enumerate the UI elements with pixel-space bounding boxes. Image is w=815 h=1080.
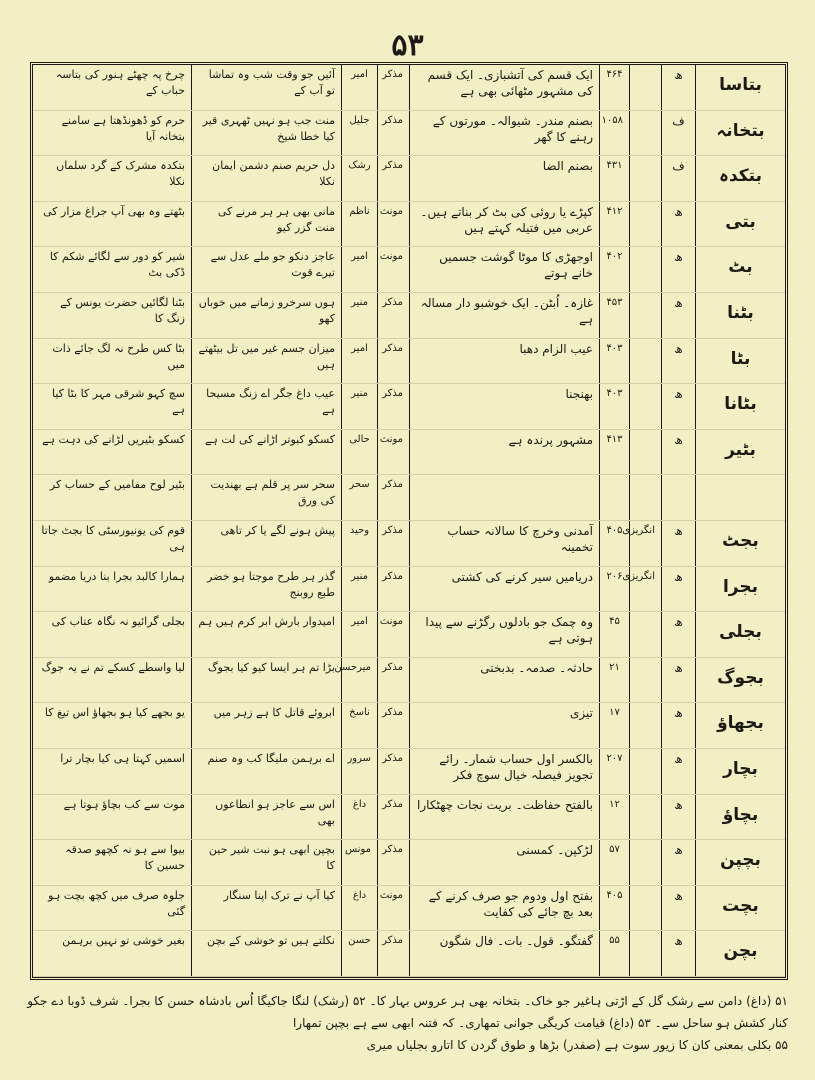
grammar-mark: ھ bbox=[661, 840, 695, 885]
reference-number: ۴۳۱ bbox=[599, 156, 629, 201]
poet-name: سحر bbox=[341, 475, 377, 520]
verse-second-line: بٹھتے وہ بھی آپ جراغ مزار کی bbox=[43, 204, 185, 218]
reference-number: ۴۱۳ bbox=[599, 430, 629, 475]
dictionary-table bbox=[33, 65, 785, 977]
meaning: اوجھڑی کا موٹا گوشت جسمیں خانے ہوتے bbox=[409, 247, 599, 292]
meaning: لڑکپن۔ کمسنی bbox=[409, 840, 599, 885]
reference-number: ۴۰۵ bbox=[599, 521, 629, 566]
headword: بجرا bbox=[695, 567, 785, 612]
reference-number: ۵۷ bbox=[599, 840, 629, 885]
grammar-mark: ھ bbox=[661, 658, 695, 703]
verse-first-line: منت جب ہو نہیں ٹھہری قیر کیا خطا شیخ bbox=[191, 111, 341, 156]
reference-number bbox=[599, 475, 629, 520]
meaning: بفتح اول ودوم جو صرف کرنے کے بعد بچ جائے کی کفایت bbox=[409, 886, 599, 931]
headword: بچاؤ bbox=[695, 795, 785, 840]
grammar-mark: ف bbox=[661, 111, 695, 156]
verse-second-line: بتکدہ مشرک کے گرد سلماں نکلا bbox=[56, 159, 185, 189]
verse-second-line: سچ کہو شرقی مہر کا بٹا کیا ہے bbox=[51, 387, 185, 417]
table-row bbox=[33, 795, 785, 841]
verse-first-line: مانی بھی ہر ہر مرنے کی منت گزر کیو bbox=[191, 202, 341, 247]
language-origin bbox=[629, 703, 661, 748]
poet-name: امیر bbox=[341, 339, 377, 384]
gender: مذکر bbox=[377, 795, 409, 840]
meaning: غازہ۔ اُبٹن۔ ایک خوشبو دار مسالہ ہے bbox=[409, 293, 599, 338]
grammar-mark: ھ bbox=[661, 202, 695, 247]
gender: مذکر bbox=[377, 749, 409, 794]
poet-name: رشک bbox=[341, 156, 377, 201]
verse-first-line: کسکو کبوتر اڑانے کی لت ہے bbox=[191, 430, 341, 475]
headword: بٹا bbox=[695, 339, 785, 384]
gender: مذکر bbox=[377, 658, 409, 703]
verse-second-line: چرخ پہ چھٹے ہنور کی بتاسہ حباب کے bbox=[55, 68, 185, 97]
grammar-mark: ھ bbox=[661, 293, 695, 338]
language-origin bbox=[629, 612, 661, 657]
gender: مذکر bbox=[377, 931, 409, 976]
meaning: مشہور پرندہ ہے bbox=[409, 430, 599, 475]
verse-second-line: موت سے کب بچاؤ ہوتا ہے bbox=[63, 797, 185, 811]
table-row bbox=[33, 931, 785, 977]
verse-first-line: ابروئے قاتل کا ہے زہر میں bbox=[191, 703, 341, 748]
poet-name: امیر bbox=[341, 247, 377, 292]
page-number: ۵۳ bbox=[391, 28, 424, 63]
reference-number: ۴۵۳ bbox=[599, 293, 629, 338]
meaning: بالکسر اول حساب شمار۔ رائے تجویز فیصلہ خیال سوچ فکر bbox=[409, 749, 599, 794]
gender: مذکر bbox=[377, 384, 409, 429]
meaning: عیب الزام دھبا bbox=[409, 339, 599, 384]
reference-number: ۲۰۷ bbox=[599, 749, 629, 794]
verse-second-line: بجلی گرائیو نہ نگاہ عتاب کی bbox=[51, 615, 185, 629]
reference-number: ۱۰۵۸ bbox=[599, 111, 629, 156]
verse-first-line: ہوں سرخرو زمانے میں خوباں کھو bbox=[191, 293, 341, 338]
gender: مذکر bbox=[377, 156, 409, 201]
poet-name: مونس bbox=[341, 840, 377, 885]
meaning: تیزی bbox=[409, 703, 599, 748]
poet-name: منیر bbox=[341, 293, 377, 338]
verse-second-line: لیا واسطے کسکے تم نے یہ جوگ bbox=[41, 660, 185, 674]
gender: مذکر bbox=[377, 111, 409, 156]
meaning: وہ چمک جو بادلوں رگڑنے سے پیدا ہوتی ہے bbox=[409, 612, 599, 657]
dictionary-table-frame bbox=[30, 62, 788, 980]
language-origin bbox=[629, 339, 661, 384]
headword: بجلی bbox=[695, 612, 785, 657]
headword: بچار bbox=[695, 749, 785, 794]
meaning: آمدنی وخرچ کا سالانہ حساب تخمینہ bbox=[409, 521, 599, 566]
verse-second-line: بغیر خوشی تو نہیں برہمن bbox=[62, 934, 185, 948]
grammar-mark: ھ bbox=[661, 339, 695, 384]
language-origin bbox=[629, 65, 661, 110]
gender: مونث bbox=[377, 202, 409, 247]
table-row bbox=[33, 293, 785, 339]
verse-first-line: اے برہمن ملیگا کب وہ صنم bbox=[191, 749, 341, 794]
headword: بتی bbox=[695, 202, 785, 247]
grammar-mark: ھ bbox=[661, 384, 695, 429]
verse-first-line: گذر ہر طرح موجتا ہو خضر طبع روبنج bbox=[191, 567, 341, 612]
verse-first-line: عاجز دنکو جو ملے عدل سے تیرے قوت bbox=[191, 247, 341, 292]
verse-second-line: بٹا کس طرح نہ لگ جائے ذات میں bbox=[52, 341, 185, 371]
meaning: دریامیں سیر کرنے کی کشتی bbox=[409, 567, 599, 612]
verse-second-line: قوم کی یونیورسٹی کا بجٹ جاتا ہی bbox=[41, 523, 185, 553]
grammar-mark: ھ bbox=[661, 430, 695, 475]
verse-first-line: نکلتے ہیں تو خوشی کے بچن bbox=[191, 931, 341, 976]
gender: مذکر bbox=[377, 567, 409, 612]
verse-first-line: اس سے عاجز ہو انطاعوں بھی bbox=[191, 795, 341, 840]
verse-second-line: ہمارا کالبد بجرا بنا دریا مضمو bbox=[48, 569, 185, 583]
poet-name: جلیل bbox=[341, 111, 377, 156]
verse-first-line: آئیں جو وقت شب وہ تماشا تو آب کے bbox=[191, 65, 341, 110]
grammar-mark: ھ bbox=[661, 749, 695, 794]
gender: مذکر bbox=[377, 703, 409, 748]
table-row bbox=[33, 202, 785, 248]
poet-name: وحید bbox=[341, 521, 377, 566]
verse-first-line: بڑا تم ہر ایسا کیو کیا بجوگ bbox=[191, 658, 341, 703]
reference-number: ۴۰۳ bbox=[599, 339, 629, 384]
verse-second-line: شیر کو دور سے لگائے شکم کا ڈکی بٹ bbox=[49, 250, 185, 280]
reference-number: ۵۵ bbox=[599, 931, 629, 976]
verse-first-line: امیدوار بارش ابر کرم ہیں ہم bbox=[191, 612, 341, 657]
language-origin bbox=[629, 886, 661, 931]
reference-number: ۲۰۶ bbox=[599, 567, 629, 612]
verse-second-line: بٹنا لگائیں حضرت یونس کے زنگ کا bbox=[60, 295, 185, 325]
reference-number: ۱۲ bbox=[599, 795, 629, 840]
language-origin bbox=[629, 430, 661, 475]
reference-number: ۴۰۳ bbox=[599, 384, 629, 429]
footnote-line: کنار کشش ہو ساحل سے۔ ۵۳ (داغ) قیامت کریگی جوانی تمھاری۔ کہ فتنہ ابھی سے ہے بچپن تمھارا bbox=[292, 1016, 788, 1030]
verse-second-line: حرم کو ڈھونڈھتا ہے سامنے بتخانہ آیا bbox=[61, 113, 185, 143]
table-row bbox=[33, 156, 785, 202]
table-row bbox=[33, 65, 785, 111]
gender: مذکر bbox=[377, 65, 409, 110]
headword: بتکدہ bbox=[695, 156, 785, 201]
language-origin bbox=[629, 202, 661, 247]
language-origin bbox=[629, 475, 661, 520]
table-row bbox=[33, 749, 785, 795]
gender: مذکر bbox=[377, 840, 409, 885]
meaning: ایک قسم کی آتشبازی۔ ایک قسم کی مشہور مٹھائی بھی ہے bbox=[409, 65, 599, 110]
meaning bbox=[409, 475, 599, 520]
headword: بجوگ bbox=[695, 658, 785, 703]
table-row bbox=[33, 521, 785, 567]
gender: مونث bbox=[377, 886, 409, 931]
language-origin bbox=[629, 749, 661, 794]
table-row bbox=[33, 612, 785, 658]
language-origin bbox=[629, 384, 661, 429]
verse-second-line: جلوہ صرف میں کچھ بچت ہو گئی bbox=[48, 888, 185, 918]
reference-number: ۴۰۵ bbox=[599, 886, 629, 931]
language-origin bbox=[629, 111, 661, 156]
table-row bbox=[33, 567, 785, 613]
reference-number: ۲۱ bbox=[599, 658, 629, 703]
poet-name: داغ bbox=[341, 795, 377, 840]
meaning: بصنم مندر۔ شیوالہ۔ مورتوں کے رہنے کا گھر bbox=[409, 111, 599, 156]
meaning: بھنجنا bbox=[409, 384, 599, 429]
poet-name: داغ bbox=[341, 886, 377, 931]
reference-number: ۴۵ bbox=[599, 612, 629, 657]
language-origin bbox=[629, 840, 661, 885]
footnotes bbox=[27, 990, 788, 1056]
verse-second-line: بٹیر لوح مفامیں کے حساب کر bbox=[49, 478, 185, 492]
language-origin: انگریزی bbox=[629, 521, 661, 566]
verse-first-line: دل حریم صنم دشمن ایمان نکلا bbox=[191, 156, 341, 201]
reference-number: ۴۰۲ bbox=[599, 247, 629, 292]
poet-name: منیر bbox=[341, 567, 377, 612]
table-row bbox=[33, 247, 785, 293]
headword: بٹانا bbox=[695, 384, 785, 429]
headword: بجٹ bbox=[695, 521, 785, 566]
verse-first-line: میزان جسم غیر میں تل بیٹھتے ہیں bbox=[191, 339, 341, 384]
grammar-mark: ھ bbox=[661, 931, 695, 976]
meaning: گفتگو۔ قول۔ بات۔ فال شگون bbox=[409, 931, 599, 976]
gender: مذکر bbox=[377, 339, 409, 384]
poet-name: امیر bbox=[341, 612, 377, 657]
headword: بٹ bbox=[695, 247, 785, 292]
grammar-mark bbox=[661, 475, 695, 520]
grammar-mark: ھ bbox=[661, 567, 695, 612]
meaning: کپڑے یا روئی کی بٹ کر بناتے ہیں۔ عربی میں فتیلہ کہتے ہیں bbox=[409, 202, 599, 247]
reference-number: ۴۶۴ bbox=[599, 65, 629, 110]
language-origin bbox=[629, 293, 661, 338]
verse-first-line: کیا آپ نے ترک اپنا سنگار bbox=[191, 886, 341, 931]
headword: بچپن bbox=[695, 840, 785, 885]
headword: بٹیر bbox=[695, 430, 785, 475]
headword bbox=[695, 475, 785, 520]
headword: بچت bbox=[695, 886, 785, 931]
gender: مذکر bbox=[377, 521, 409, 566]
headword: بجھاؤ bbox=[695, 703, 785, 748]
grammar-mark: ھ bbox=[661, 612, 695, 657]
poet-name: ناظم bbox=[341, 202, 377, 247]
table-row bbox=[33, 430, 785, 476]
language-origin: انگریزی bbox=[629, 567, 661, 612]
verse-first-line: پیش ہونے لگے یا کر تاھی bbox=[191, 521, 341, 566]
poet-name: سرور bbox=[341, 749, 377, 794]
table-row bbox=[33, 658, 785, 704]
table-row bbox=[33, 840, 785, 886]
headword: بتخانہ bbox=[695, 111, 785, 156]
grammar-mark: ھ bbox=[661, 886, 695, 931]
poet-name: امیر bbox=[341, 65, 377, 110]
table-row bbox=[33, 703, 785, 749]
gender: مونث bbox=[377, 430, 409, 475]
footnote-line: ۵۱ (داغ) دامن سے رشک گل کے اڑتی ہاغیر جو خاک۔ بتخانہ بھی ہر عروس بہار کا۔ ۵۲ (رشک) لنگا جاکیگا اُس بادشاہ حسن کا بجرا۔ شرف ڈوبا دے جکو bbox=[27, 994, 788, 1008]
poet-name: حسن bbox=[341, 931, 377, 976]
gender: مونث bbox=[377, 247, 409, 292]
meaning: حادثہ۔ صدمہ۔ بدبختی bbox=[409, 658, 599, 703]
grammar-mark: ھ bbox=[661, 703, 695, 748]
grammar-mark: ھ bbox=[661, 247, 695, 292]
grammar-mark: ھ bbox=[661, 65, 695, 110]
verse-second-line: یو بجھے کیا ہو بجھاؤ اس تیغ کا bbox=[44, 706, 185, 720]
verse-second-line: بیوا سے ہو نہ کچھو صدقہ حسین کا bbox=[65, 843, 185, 873]
language-origin bbox=[629, 795, 661, 840]
gender: مذکر bbox=[377, 475, 409, 520]
meaning: بالفتح حفاظت۔ بریت نجات چھٹکارا bbox=[409, 795, 599, 840]
language-origin bbox=[629, 658, 661, 703]
gender: مذکر bbox=[377, 293, 409, 338]
poet-name: حالی bbox=[341, 430, 377, 475]
language-origin bbox=[629, 247, 661, 292]
grammar-mark: ھ bbox=[661, 521, 695, 566]
poet-name: میرحسن bbox=[341, 658, 377, 703]
language-origin bbox=[629, 156, 661, 201]
meaning: بصنم الضا bbox=[409, 156, 599, 201]
reference-number: ۱۷ bbox=[599, 703, 629, 748]
verse-second-line: کسکو بٹیریں لڑانے کی دہت ہے bbox=[42, 432, 185, 446]
table-row bbox=[33, 886, 785, 932]
headword: بتاسا bbox=[695, 65, 785, 110]
verse-first-line: بچپن ابھی ہو نبت شیر حین کا bbox=[191, 840, 341, 885]
poet-name: منیر bbox=[341, 384, 377, 429]
table-row bbox=[33, 339, 785, 385]
table-row bbox=[33, 384, 785, 430]
footnote-line: ۵۵ بکلی بمعنی کان کا زیور سوت ہے (صفدر) بڑھا و طوق گردن کا اتارو بجلیاں میری bbox=[366, 1038, 788, 1052]
grammar-mark: ف bbox=[661, 156, 695, 201]
reference-number: ۴۱۲ bbox=[599, 202, 629, 247]
verse-first-line: عیب داغ جگر اے زنگ مسیحا ہے bbox=[191, 384, 341, 429]
poet-name: ناسخ bbox=[341, 703, 377, 748]
table-row bbox=[33, 475, 785, 521]
grammar-mark: ھ bbox=[661, 795, 695, 840]
language-origin bbox=[629, 931, 661, 976]
headword: بٹنا bbox=[695, 293, 785, 338]
verse-first-line: سحر سر پر قلم ہے بھندیت کی ورق bbox=[191, 475, 341, 520]
verse-second-line: اسمیں کہتا ہی کیا بچار ترا bbox=[60, 751, 185, 765]
headword: بچن bbox=[695, 931, 785, 976]
table-row bbox=[33, 111, 785, 157]
gender: مونث bbox=[377, 612, 409, 657]
